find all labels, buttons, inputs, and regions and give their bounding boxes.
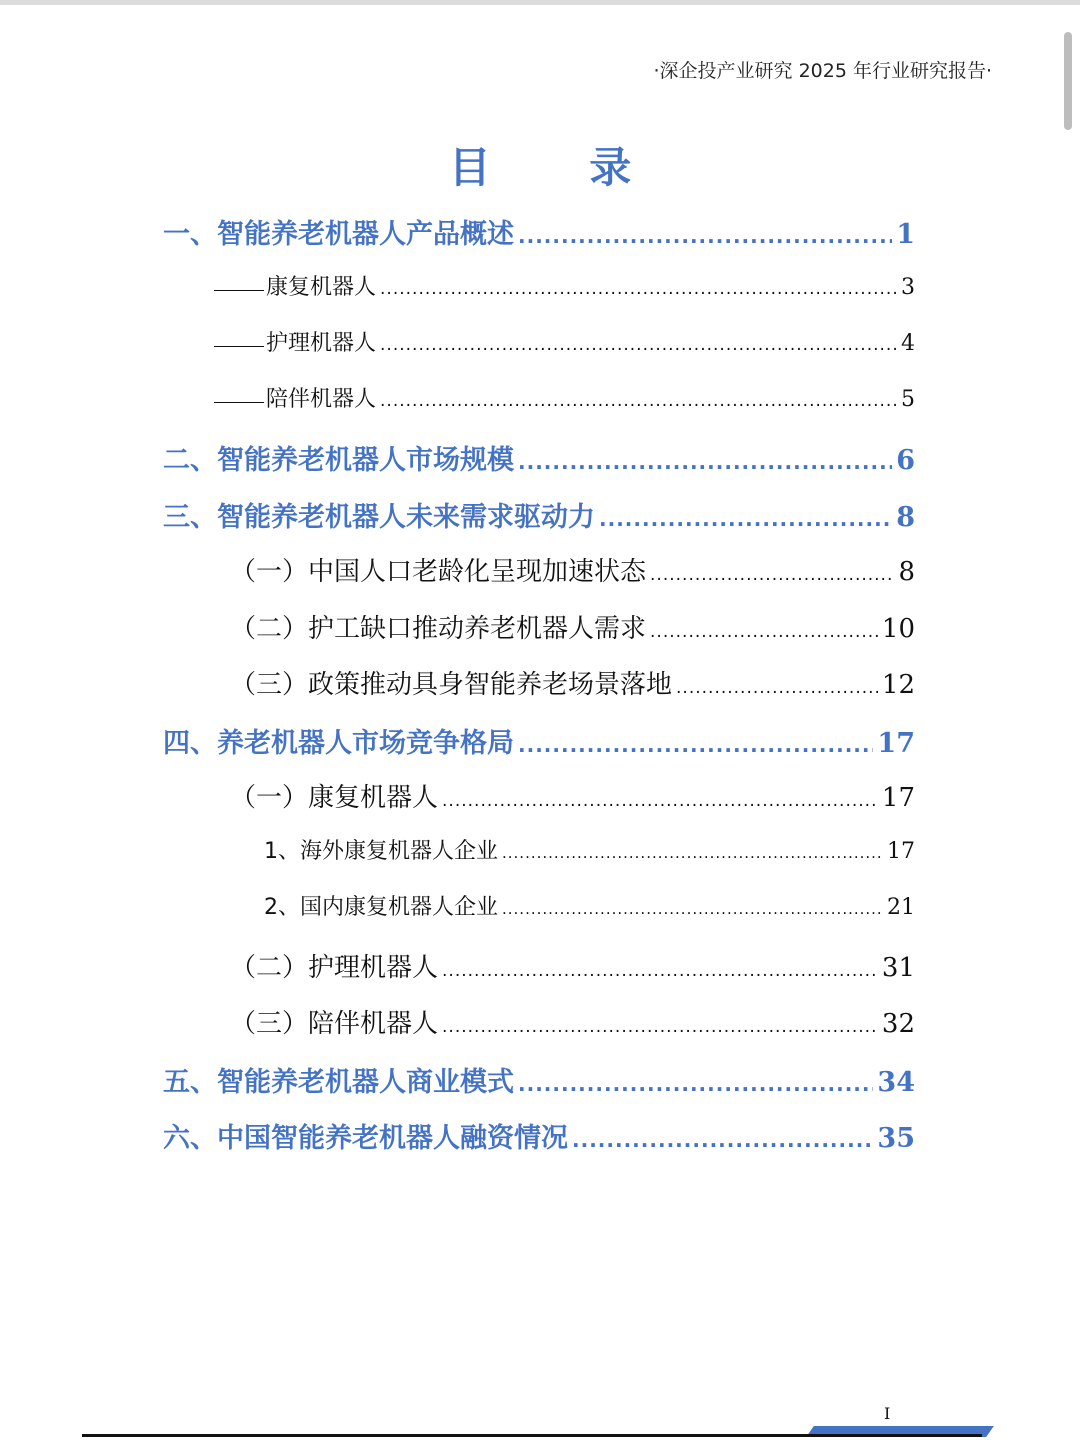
- toc-entry-page: 5: [901, 387, 915, 412]
- toc-entry-label: （三）政策推动具身智能养老场景落地: [230, 670, 673, 700]
- toc-entry-page: 34: [877, 1067, 915, 1098]
- toc-entry-page: 17: [887, 839, 915, 864]
- dot-leader: [572, 1128, 873, 1152]
- toc-entry-page: 6: [896, 445, 915, 476]
- toc-entry-2[interactable]: [214, 270, 915, 310]
- dot-leader: [518, 224, 892, 248]
- dot-leader: [442, 1017, 878, 1037]
- dot-leader: [502, 900, 883, 918]
- toc-entry-8[interactable]: [230, 608, 915, 648]
- toc-entry-page: 3: [901, 275, 915, 300]
- toc-entry-page: 35: [877, 1123, 915, 1154]
- toc-entry-label: 二、智能养老机器人市场规模: [163, 445, 514, 476]
- toc-entry-label: 护理机器人: [266, 331, 377, 356]
- toc-entry-label: （一）中国人口老龄化呈现加速状态: [230, 557, 647, 587]
- toc-entry-label: 2、国内康复机器人企业: [264, 895, 498, 920]
- dot-leader: [599, 507, 892, 531]
- page-title: 目 录: [448, 143, 674, 192]
- toc-entry-page: 4: [901, 331, 915, 356]
- dash-rule: [214, 290, 264, 291]
- page-header: ·深企投产业研究 2025 年行业研究报告·: [653, 60, 992, 82]
- dash-rule: [214, 402, 264, 403]
- dot-leader: [380, 279, 897, 299]
- dot-leader: [650, 565, 894, 585]
- footer-page-number: I: [884, 1404, 891, 1423]
- toc-entry-11[interactable]: [230, 777, 915, 817]
- dash-rule: [214, 346, 264, 347]
- toc-entry-13[interactable]: [264, 890, 915, 930]
- dot-leader: [380, 335, 897, 355]
- toc-entry-label: 四、养老机器人市场竞争格局: [163, 728, 514, 759]
- toc-entry-label: （二）护工缺口推动养老机器人需求: [230, 614, 647, 644]
- toc-entry-1[interactable]: [163, 212, 915, 252]
- toc-entry-label: 六、中国智能养老机器人融资情况: [163, 1123, 568, 1154]
- toc-entry-label: （一）康复机器人: [230, 783, 439, 813]
- dot-leader: [442, 961, 878, 981]
- toc-entry-label: 陪伴机器人: [266, 387, 377, 412]
- toc-entry-15[interactable]: [230, 1003, 915, 1043]
- toc-entry-label: （三）陪伴机器人: [230, 1009, 439, 1039]
- dot-leader: [676, 678, 878, 698]
- toc-entry-10[interactable]: [163, 721, 915, 761]
- toc-entry-label: 1、海外康复机器人企业: [264, 839, 498, 864]
- toc-entry-17[interactable]: [163, 1116, 915, 1156]
- dot-leader: [502, 844, 883, 862]
- toc-entry-page: 17: [881, 783, 915, 813]
- toc-entry-page: 17: [877, 728, 915, 759]
- toc-entry-label: 五、智能养老机器人商业模式: [163, 1067, 514, 1098]
- toc-entry-9[interactable]: [230, 664, 915, 704]
- dot-leader: [518, 1072, 873, 1096]
- toc-entry-page: 10: [881, 614, 915, 644]
- toc-entry-page: 31: [881, 953, 915, 983]
- toc-entry-12[interactable]: [264, 834, 915, 874]
- toc-entry-label: 一、智能养老机器人产品概述: [163, 219, 514, 250]
- toc-entry-page: 21: [887, 895, 915, 920]
- toc-entry-16[interactable]: [163, 1060, 915, 1100]
- dot-leader: [518, 450, 892, 474]
- toc-entry-page: 8: [896, 502, 915, 533]
- toc-entry-label: （二）护理机器人: [230, 953, 439, 983]
- toc-entry-7[interactable]: [230, 551, 915, 591]
- dot-leader: [650, 622, 878, 642]
- toc-entry-3[interactable]: [214, 326, 915, 366]
- toc-entry-5[interactable]: [163, 438, 915, 478]
- toc-entry-14[interactable]: [230, 947, 915, 987]
- toc-entry-4[interactable]: [214, 382, 915, 422]
- toc-entry-label: 三、智能养老机器人未来需求驱动力: [163, 502, 595, 533]
- toc-entry-6[interactable]: [163, 495, 915, 535]
- dot-leader: [442, 791, 878, 811]
- toc-entry-page: 32: [881, 1009, 915, 1039]
- toc-entry-page: 8: [898, 557, 915, 587]
- toc-entry-page: 12: [881, 670, 915, 700]
- dot-leader: [380, 391, 897, 411]
- toc-entry-page: 1: [896, 219, 915, 250]
- dot-leader: [518, 733, 873, 757]
- toc-entry-label: 康复机器人: [266, 275, 377, 300]
- footer-rule: [82, 1434, 982, 1437]
